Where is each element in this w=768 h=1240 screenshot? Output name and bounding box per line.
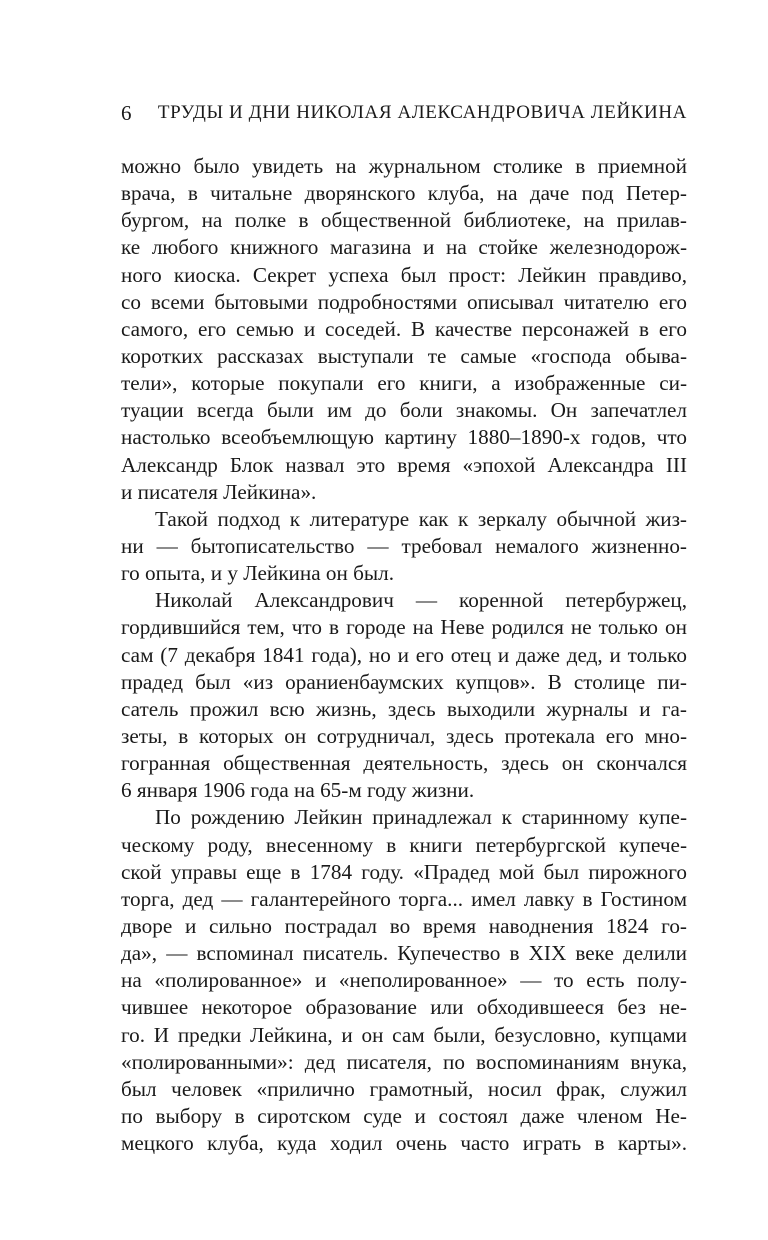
text-line: Николай Александрович — коренной петербуржец,	[155, 588, 687, 613]
text-line: врача, в читальне дворянского клуба, на даче под Петер-	[121, 181, 687, 206]
text-line: дворе и сильно пострадал во время наводнения 1824 го-	[121, 913, 687, 938]
text-line: мецкого клуба, куда ходил очень часто играть в карты».	[121, 1131, 687, 1156]
text-line: сатель прожил всю жизнь, здесь выходили журналы и га-	[121, 696, 687, 721]
text-line: был человек «прилично грамотный, носил фрак, служил	[121, 1076, 687, 1101]
text-line: ской управы еще в 1784 году. «Прадед мой был пирожного	[121, 859, 687, 884]
body-text	[121, 153, 687, 1157]
text-line: на «полированное» и «неполированное» — то есть полу-	[121, 968, 687, 993]
text-line: коротких рассказах выступали те самые «господа обыва-	[121, 343, 687, 368]
text-line: ческому роду, внесенному в книги петербургской купече-	[121, 832, 687, 857]
text-line: настолько всеобъемлющую картину 1880–1890-х годов, что	[121, 425, 687, 450]
text-line: зеты, в которых он сотрудничал, здесь протекала его мно-	[121, 723, 687, 748]
text-line: прадед был «из ораниенбаумских купцов». В столице пи-	[121, 669, 687, 694]
text-line: Такой подход к литературе как к зеркалу обычной жиз-	[155, 506, 687, 531]
text-line: ке любого книжного магазина и на стойке железнодорож-	[121, 235, 687, 260]
text-line: да», — вспоминал писатель. Купечество в XIX веке делили	[121, 941, 687, 966]
text-line: По рождению Лейкин принадлежал к старинному купе-	[155, 805, 687, 830]
text-line: сам (7 декабря 1841 года), но и его отец и даже дед, и только	[121, 642, 687, 667]
text-line: туации всегда были им до боли знакомы. Он запечатлел	[121, 398, 687, 423]
text-line: тели», которые покупали его книги, а изображенные си-	[121, 371, 687, 396]
running-head	[121, 96, 687, 130]
text-line: ного киоска. Секрет успеха был прост: Лейкин правдиво,	[121, 262, 687, 287]
text-line: можно было увидеть на журнальном столике в приемной	[121, 154, 687, 178]
text-line: гордившийся тем, что в городе на Неве родился не только он	[121, 615, 687, 640]
text-line: со всеми бытовыми подробностями описывал читателю его	[121, 289, 687, 314]
running-title: ТРУДЫ И ДНИ НИКОЛАЯ АЛЕКСАНДРОВИЧА ЛЕЙКИНА	[157, 102, 687, 123]
text-line: гогранная общественная деятельность, здесь он скончался	[121, 751, 687, 776]
text-line: «полированными»: дед писателя, по воспоминаниям внука,	[121, 1049, 687, 1074]
text-line: чившее некоторое образование или обходившееся без не-	[121, 995, 687, 1020]
text-line: ни — бытописательство — требовал немалого жизненно-	[121, 533, 687, 558]
text-line: по выбору в сиротском суде и состоял даже членом Не-	[121, 1103, 687, 1128]
text-line: самого, его семью и соседей. В качестве персонажей в его	[121, 316, 687, 341]
text-line: бургом, на полке в общественной библиотеке, на прилав-	[121, 208, 687, 233]
text-line: го опыта, и у Лейкина он был.	[121, 561, 395, 586]
text-line: торга, дед — галантерейного торга... имел лавку в Гостином	[121, 886, 687, 911]
text-line: и писателя Лейкина».	[121, 479, 317, 504]
text-line: 6 января 1906 года на 65-м году жизни.	[121, 778, 475, 803]
text-line: го. И предки Лейкина, и он сам были, безусловно, купцами	[121, 1022, 687, 1047]
text-line: Александр Блок назвал это время «эпохой Александра III	[121, 452, 687, 477]
page-number: 6	[121, 101, 132, 125]
